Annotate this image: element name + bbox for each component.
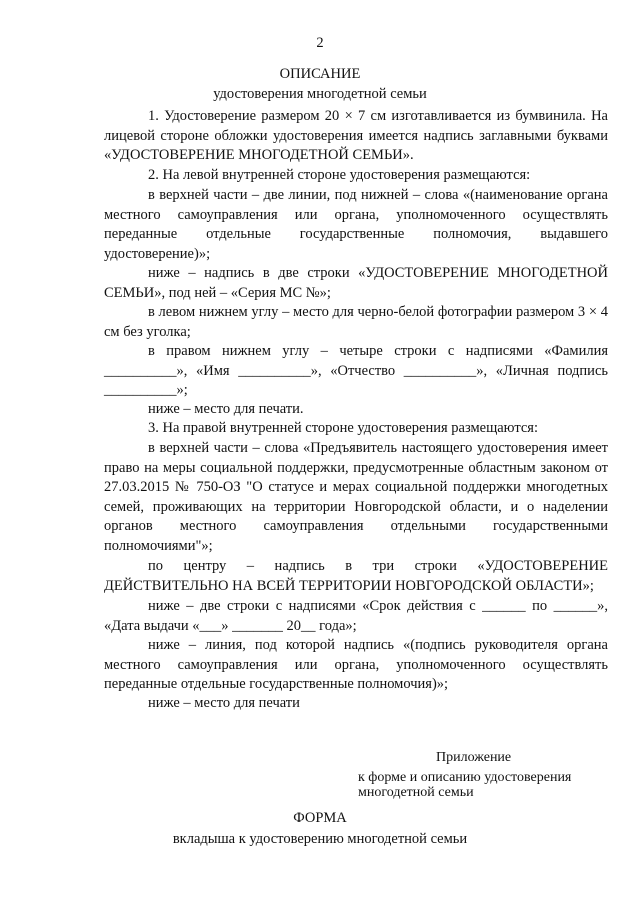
- paragraph-7: ниже – место для печати.: [148, 401, 304, 417]
- appendix-line-2: многодетной семьи: [358, 785, 474, 800]
- paragraph-2: 2. На левой внутренней стороне удостоверения размещаются:: [148, 167, 531, 183]
- paragraph-6: в правом нижнем углу – четыре строки с надписями «Фамилия __________», «Имя __________», «Отчество __________», «Личная подпись __________»;: [104, 343, 608, 399]
- paragraph-5: в левом нижнем углу – место для черно-белой фотографии размером 3 × 4 см без уголка;: [104, 304, 608, 340]
- paragraph-11: ниже – две строки с надписями «Срок действия с ______ по ______», «Дата выдачи «___» _______ 20__ года»;: [104, 598, 608, 634]
- appendix-line-1: к форме и описанию удостоверения: [358, 770, 572, 785]
- paragraph-13: ниже – место для печати: [148, 695, 300, 711]
- paragraph-9: в верхней части – слова «Предъявитель настоящего удостоверения имеет право на меры социальной поддержки, предусмотренные областным законом от 27.03.2015 № 750-ОЗ "О статусе и мерах социальной поддержки многодетных семей, проживающих на территории Новгородской области, и о наделении органов местного самоуправления отдельными государственными полномочиями"»;: [104, 440, 608, 554]
- paragraph-3: в верхней части – две линии, под нижней – слова «(наименование органа местного самоуправления или органа, уполномоченного осуществлять переданные отдельные государственные полномочия, выдавшего удостоверение)»;: [104, 187, 608, 262]
- page-number: 2: [316, 35, 324, 51]
- paragraph-8: 3. На правой внутренней стороне удостоверения размещаются:: [148, 420, 538, 436]
- description-subtitle: удостоверения многодетной семьи: [213, 86, 427, 102]
- appendix-label: Приложение: [436, 750, 512, 765]
- paragraph-1: 1. Удостоверение размером 20 × 7 см изготавливается из бумвинила. На лицевой стороне обложки удостоверения имеется надпись заглавными буквами «УДОСТОВЕРЕНИЕ МНОГОДЕТНОЙ СЕМЬИ».: [104, 108, 608, 164]
- form-subtitle: вкладыша к удостоверению многодетной семьи: [172, 831, 468, 847]
- description-title: ОПИСАНИЕ: [279, 66, 361, 82]
- form-title: ФОРМА: [293, 810, 347, 826]
- paragraph-4: ниже – надпись в две строки «УДОСТОВЕРЕНИЕ МНОГОДЕТНОЙ СЕМЬИ», под ней – «Серия МС №»;: [104, 265, 608, 301]
- paragraph-10: по центру – надпись в три строки «УДОСТОВЕРЕНИЕ ДЕЙСТВИТЕЛЬНО НА ВСЕЙ ТЕРРИТОРИИ НОВГОРОДСКОЙ ОБЛАСТИ»;: [104, 558, 608, 594]
- paragraph-12: ниже – линия, под которой надпись «(подпись руководителя органа местного самоуправления или органа, уполномоченного осуществлять переданные отдельные государственные полномочия)»;: [104, 637, 608, 693]
